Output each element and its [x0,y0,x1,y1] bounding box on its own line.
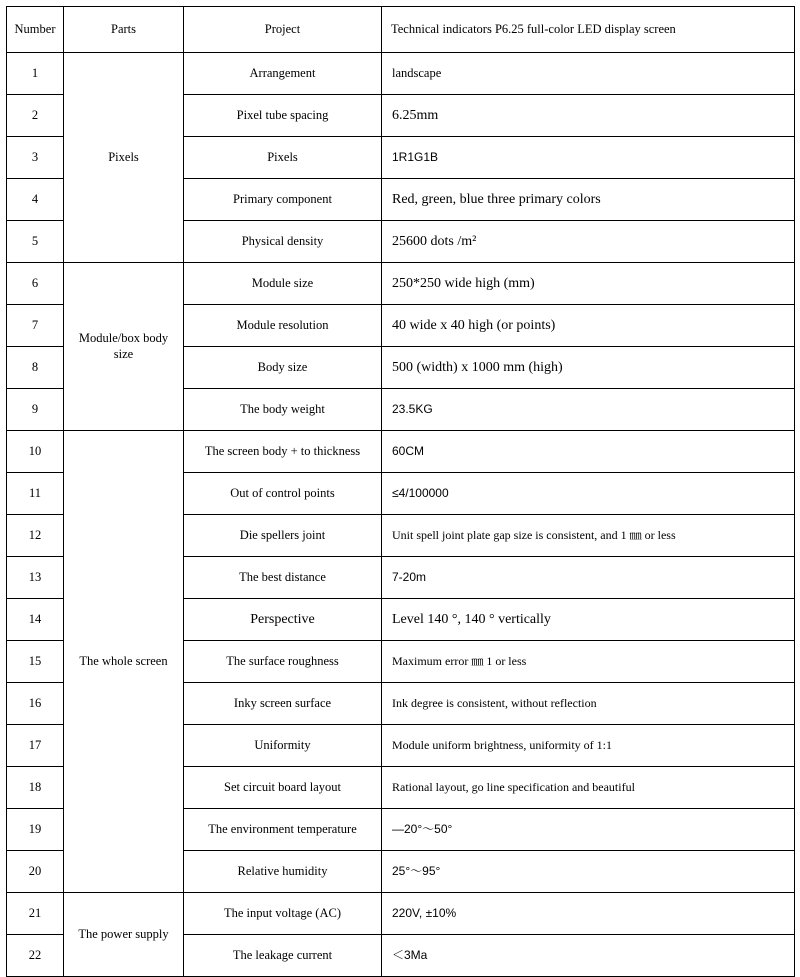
project-label: Uniformity [254,737,311,752]
value-label: 40 wide x 40 high (or points) [392,317,556,333]
value-cell [382,95,795,137]
project-cell [184,137,382,179]
value-cell [382,683,795,725]
value-label: 25°～95° [392,864,441,878]
value-cell [382,557,795,599]
column-header-technical-indicators-label: Technical indicators P6.25 full-color LED display screen [391,21,676,36]
row-number: 6 [31,275,39,290]
project-label: Perspective [250,611,315,627]
value-label: 500 (width) x 1000 mm (high) [392,359,563,375]
value-label: ≤4/100000 [392,486,449,500]
value-label: 1R1G1B [392,150,439,164]
project-label: Pixels [267,149,298,164]
row-number-cell [7,725,64,767]
value-label: 250*250 wide high (mm) [392,275,535,291]
value-cell [382,893,795,935]
project-cell [184,473,382,515]
group-parts-cell-the-power-supply [64,893,184,977]
project-label: The screen body + to thickness [204,443,361,458]
project-label: Out of control points [230,485,335,500]
project-label: Pixel tube spacing [236,107,329,122]
row-number-cell [7,683,64,725]
project-cell [184,599,382,641]
row-number-cell [7,95,64,137]
group-parts-label: Pixels [108,149,139,164]
project-label: Inky screen surface [233,695,332,710]
project-cell [184,641,382,683]
project-label: Module size [251,275,314,290]
row-number: 1 [31,65,39,80]
value-label: 25600 dots /m² [392,233,477,249]
row-number: 8 [31,359,39,374]
row-number-cell [7,557,64,599]
group-parts-cell-module-box-body-size [64,263,184,431]
row-number-cell [7,851,64,893]
value-cell [382,851,795,893]
group-parts-cell-pixels [64,53,184,263]
value-cell [382,179,795,221]
project-cell [184,53,382,95]
column-header-project [184,7,382,53]
value-cell [382,221,795,263]
row-number: 10 [28,443,42,458]
group-parts-label: The power supply [78,926,169,941]
project-cell [184,851,382,893]
row-number-cell [7,221,64,263]
value-label: Unit spell joint plate gap size is consistent, and 1 ㎜ or less [392,528,676,542]
value-cell [382,515,795,557]
value-label: 220V, ±10% [392,906,457,920]
project-label: The input voltage (AC) [224,905,341,920]
project-cell [184,305,382,347]
row-number: 17 [28,737,42,752]
value-cell [382,137,795,179]
value-label: 6.25mm [392,107,439,123]
row-number: 20 [28,863,42,878]
row-number-cell [7,515,64,557]
row-number: 19 [28,821,42,836]
row-number: 18 [28,779,42,794]
row-number: 22 [28,947,42,962]
value-label: Red, green, blue three primary colors [392,191,601,207]
project-cell [184,767,382,809]
group-parts-cell-the-whole-screen [64,431,184,893]
row-number-cell [7,641,64,683]
project-cell [184,725,382,767]
value-cell [382,599,795,641]
row-number: 14 [28,611,42,626]
project-label: Module resolution [236,317,329,332]
project-label: Physical density [241,233,324,248]
value-cell [382,767,795,809]
row-number-cell [7,809,64,851]
row-number: 12 [28,527,42,542]
row-number: 21 [28,905,42,920]
column-header-parts-label: Parts [111,21,136,36]
row-number-cell [7,263,64,305]
project-label: Die spellers joint [239,527,326,542]
project-cell [184,347,382,389]
project-cell [184,389,382,431]
value-cell [382,473,795,515]
table-row [7,53,795,95]
value-cell [382,935,795,977]
value-cell [382,431,795,473]
value-cell [382,389,795,431]
row-number-cell [7,767,64,809]
technical-specifications-table [6,6,795,977]
project-label: The environment temperature [208,821,357,836]
value-label: Ink degree is consistent, without reflection [392,696,597,710]
project-cell [184,515,382,557]
column-header-technical-indicators [382,7,795,53]
row-number: 11 [28,485,42,500]
table-row [7,263,795,305]
value-cell [382,347,795,389]
row-number: 5 [31,233,39,248]
column-header-project-label: Project [264,21,301,36]
value-label: 60CM [392,444,425,458]
value-label: ＜3Ma [392,948,428,962]
project-cell [184,893,382,935]
value-label: 23.5KG [392,402,433,416]
value-label: landscape [392,65,442,80]
row-number-cell [7,935,64,977]
group-parts-label: Module/box body size [78,330,169,361]
row-number-cell [7,179,64,221]
project-cell [184,431,382,473]
row-number-cell [7,473,64,515]
project-cell [184,935,382,977]
row-number: 15 [28,653,42,668]
project-label: Body size [257,359,308,374]
value-label: Module uniform brightness, uniformity of 1:1 [392,738,612,752]
row-number-cell [7,53,64,95]
table-body [7,53,795,977]
project-cell [184,809,382,851]
row-number-cell [7,347,64,389]
project-label: The best distance [239,569,326,584]
row-number: 3 [31,149,39,164]
row-number-cell [7,389,64,431]
column-header-parts [64,7,184,53]
table-row [7,431,795,473]
project-cell [184,221,382,263]
row-number: 16 [28,695,42,710]
value-label: —20°～50° [392,822,453,836]
value-cell [382,725,795,767]
project-cell [184,557,382,599]
row-number-cell [7,305,64,347]
row-number: 9 [31,401,39,416]
row-number-cell [7,893,64,935]
value-cell [382,809,795,851]
group-parts-label: The whole screen [79,653,168,668]
project-label: The surface roughness [226,653,339,668]
row-number-cell [7,599,64,641]
table-row [7,893,795,935]
project-cell [184,95,382,137]
project-label: The body weight [240,401,325,416]
project-label: Arrangement [249,65,316,80]
row-number: 13 [28,569,42,584]
value-cell [382,53,795,95]
column-header-number-label: Number [14,21,56,36]
row-number-cell [7,137,64,179]
project-cell [184,683,382,725]
project-label: Primary component [233,191,332,206]
value-label: Rational layout, go line specification and beautiful [392,780,635,794]
project-cell [184,179,382,221]
value-cell [382,641,795,683]
row-number: 2 [31,107,39,122]
column-header-number [7,7,64,53]
value-label: Level 140 °, 140 ° vertically [392,611,551,627]
value-cell [382,263,795,305]
project-label: The leakage current [232,947,333,962]
value-label: Maximum error ㎜ 1 or less [392,654,527,668]
project-label: Relative humidity [237,863,328,878]
table-header-row [7,7,795,53]
project-cell [184,263,382,305]
value-label: 7-20m [392,570,427,584]
value-cell [382,305,795,347]
project-label: Set circuit board layout [224,779,341,794]
row-number-cell [7,431,64,473]
row-number: 7 [31,317,39,332]
row-number: 4 [31,191,39,206]
